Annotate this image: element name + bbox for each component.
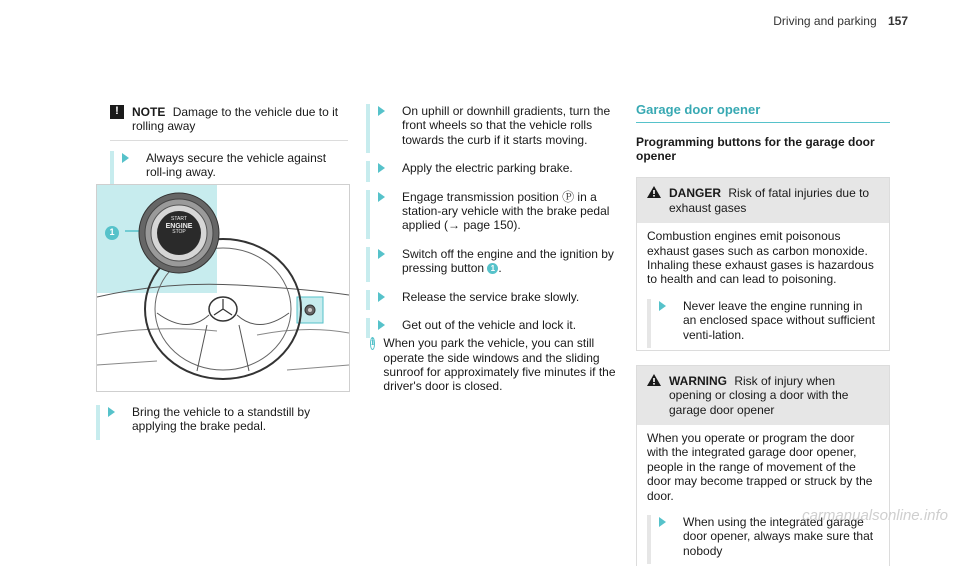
engine-start-stop-button: START ENGINE STOP: [165, 216, 193, 236]
step-text: Bring the vehicle to a standstill by applying the brake pedal.: [132, 405, 311, 434]
page-header: [773, 14, 908, 28]
warning-box: WARNING Risk of injury when opening or closing a door with the garage door opener When you operate or program the door with the integrated garage door opener, people in the range of movement of the door may become trapped or struck by the door. When using the integrated garage door opener, always make sure that nobody: [636, 365, 890, 566]
note-text: Damage to the vehicle due to it rolling away: [132, 105, 339, 134]
step-standstill: [96, 405, 348, 434]
step-secure: [110, 151, 348, 180]
step-transmission: Engage transmission position Ⓟ in a station-ary vehicle with the brake pedal applied (→ page 150).: [366, 190, 618, 233]
callout-1: 1: [105, 225, 119, 240]
page-number: 157: [887, 14, 908, 28]
arrow-right-icon: [378, 249, 392, 259]
warning-body: When you operate or program the door with the integrated garage door opener, people in the range of movement of the door may become trapped or struck by the door.: [647, 431, 873, 503]
step-text: Always secure the vehicle against roll-ing away.: [146, 150, 327, 180]
info-note: i When you park the vehicle, you can still operate the side windows and the sliding sunroof for approximately five minutes if the driver's door is closed.: [371, 336, 616, 394]
arrow-right-icon: [378, 163, 392, 173]
step-gradients: On uphill or downhill gradients, turn the front wheels so that the vehicle rolls towards the curb if it starts moving.: [366, 104, 618, 147]
step-get-out: Get out of the vehicle and lock it.: [366, 318, 618, 332]
step-parking-brake: Apply the electric parking brake.: [366, 161, 618, 175]
subsection-title: Programming buttons for the garage door opener: [636, 134, 875, 163]
watermark: carmanualsonline.info: [802, 507, 948, 524]
note-notice: [110, 105, 348, 180]
section-name: Driving and parking: [773, 14, 877, 28]
arrow-right-icon: [378, 106, 392, 116]
exclamation-icon: !: [110, 105, 124, 119]
section-title: Garage door opener: [636, 102, 761, 117]
parking-steps: [366, 104, 618, 394]
step-release-brake: Release the service brake slowly.: [366, 290, 618, 304]
danger-body: Combustion engines emit poisonous exhaust gases such as carbon monoxide. Inhaling these exhaust gases is hazardous to health and can lead to poisoning.: [647, 229, 874, 287]
callout-badge: 1: [487, 263, 498, 274]
note-title: NOTE: [132, 105, 166, 119]
arrow-right-icon: [122, 153, 136, 163]
danger-box: DANGER Risk of fatal injuries due to exhaust gases Combustion engines emit poisonous exhaust gases such as carbon monoxide. Inhaling these exhaust gases is hazardous to health and can lead to poisoning. Never leave the engine running in an enclosed space without sufficient venti-lation.: [636, 177, 890, 351]
info-icon: i: [371, 338, 375, 349]
steering-wheel-illustration: [97, 185, 349, 391]
step-make-sure: When using the integrated garage door opener, always make sure that nobody: [647, 515, 879, 558]
steering-wheel-figure: [96, 184, 350, 392]
arrow-right-icon: [659, 517, 673, 527]
step-ventilation: Never leave the engine running in an enclosed space without sufficient venti-lation.: [647, 299, 879, 342]
warning-triangle-icon: [647, 374, 661, 386]
arrow-right-icon: [378, 192, 392, 202]
arrow-right-icon: [659, 301, 673, 311]
arrow-right-icon: [378, 320, 392, 330]
arrow-right-icon: [108, 407, 122, 417]
arrow-right-icon: [378, 292, 392, 302]
step-switch-off: Switch off the engine and the ignition by pressing button 1 .: [366, 247, 618, 276]
garage-door-section: [636, 102, 890, 566]
warning-triangle-icon: [647, 186, 661, 198]
